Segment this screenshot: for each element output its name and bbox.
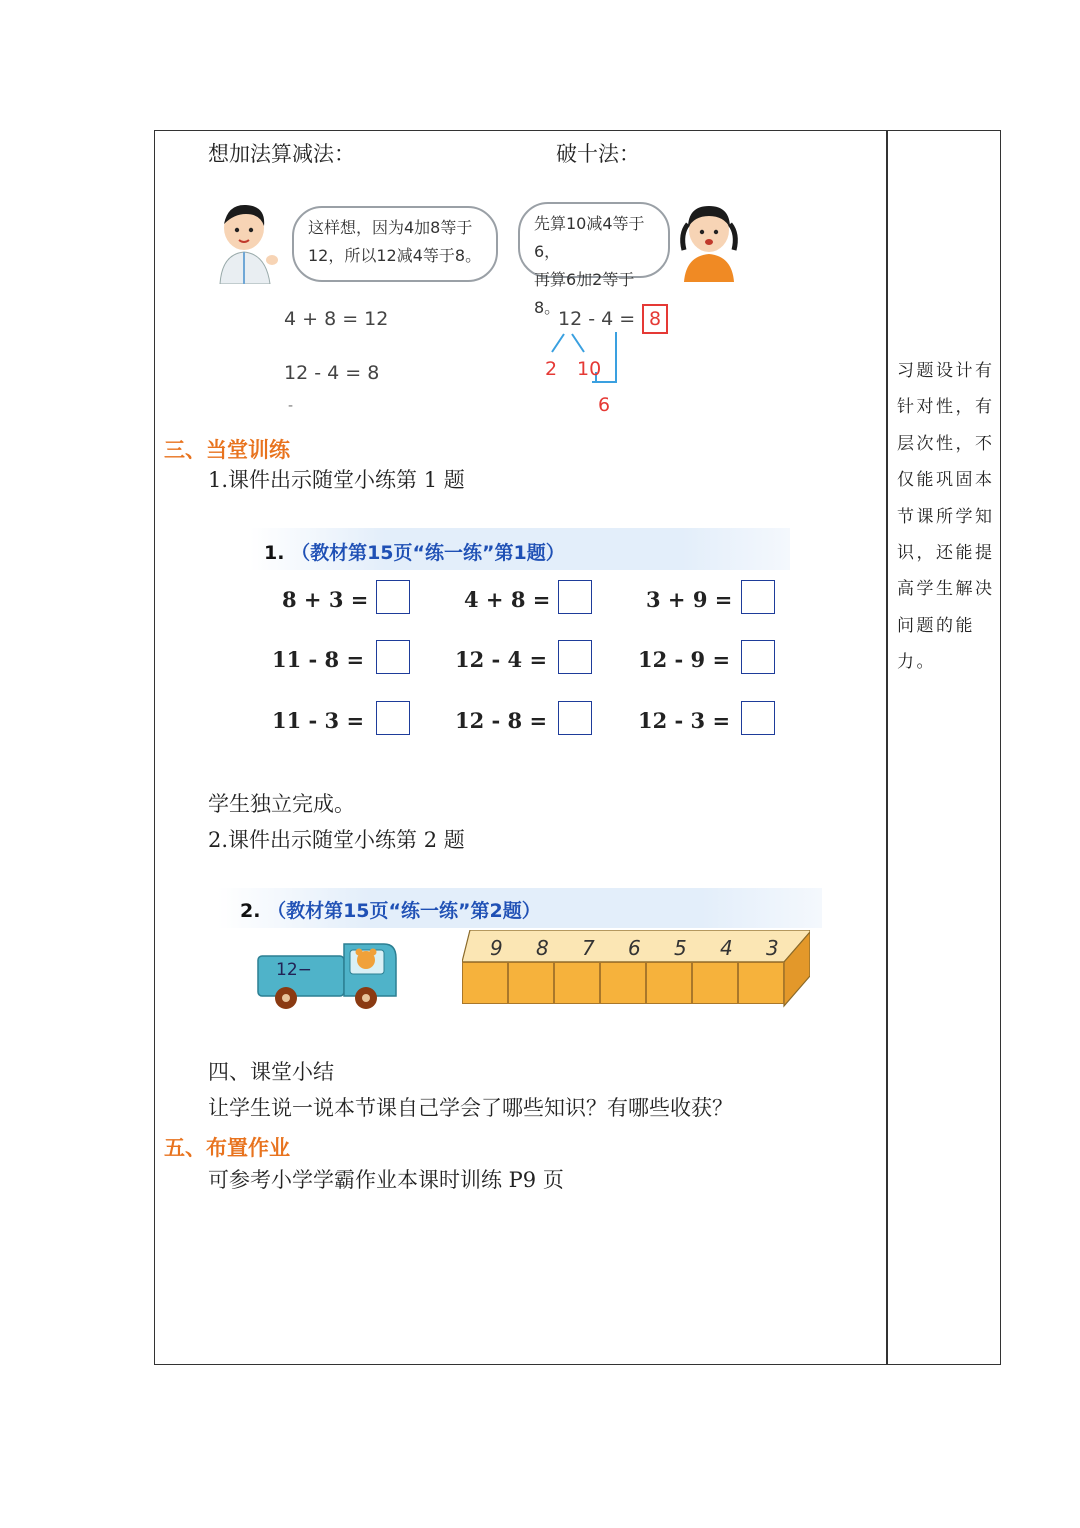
boy-speech-line1: 这样想，因为4加8等于 xyxy=(308,218,473,237)
section4-text: 让学生说一说本节课自己学会了哪些知识？有哪些收获？ xyxy=(208,1096,733,1120)
number-box xyxy=(554,962,600,1004)
exercise2-title-text: （教材第15页“练一练”第2题） xyxy=(267,900,541,922)
section4-heading: 四、课堂小结 xyxy=(208,1060,334,1084)
exercise1-title-text: （教材第15页“练一练”第1题） xyxy=(291,542,565,564)
equation-dash: - xyxy=(288,398,294,414)
number-box xyxy=(738,962,784,1004)
answer-box[interactable] xyxy=(741,640,775,674)
problem-2-1: 11 - 8 = xyxy=(272,647,365,672)
answer-box[interactable] xyxy=(376,701,410,735)
problem-1-2: 4 + 8 = xyxy=(464,587,551,612)
problem-3-1: 11 - 3 = xyxy=(272,708,365,733)
design-rationale-note: 习题设计有针对性，有层次性，不仅能巩固本节课所学知识，还能提高学生解决问题的能力。 xyxy=(897,361,995,673)
student-note: 学生独立完成。 xyxy=(208,792,355,816)
answer-box[interactable] xyxy=(558,640,592,674)
break-ten-answer: 8 xyxy=(642,304,668,334)
section3-heading: 三、当堂训练 xyxy=(164,438,290,462)
equation-add: 4 + 8 = 12 xyxy=(284,308,389,330)
box-number: 6 xyxy=(628,936,641,960)
add-to-subtract-label: 想加法算减法： xyxy=(208,142,355,166)
boy-speech-bubble xyxy=(292,206,498,282)
problem-1-1: 8 + 3 = xyxy=(282,587,369,612)
box-number: 8 xyxy=(536,936,549,960)
number-box xyxy=(508,962,554,1004)
girl-illustration xyxy=(676,198,742,282)
split-result-number: 6 xyxy=(598,394,611,416)
truck-label: 12− xyxy=(276,960,312,980)
exercise2-number: 2. xyxy=(240,900,261,922)
section5-text: 可参考小学学霸作业本课时训练 P9 页 xyxy=(208,1168,564,1192)
boy-speech-line2: 12，所以12减4等于8。 xyxy=(308,246,482,265)
girl-speech-line1: 先算10减4等于6， xyxy=(534,214,645,261)
problem-3-2: 12 - 8 = xyxy=(455,708,548,733)
problem-1-3: 3 + 9 = xyxy=(646,587,733,612)
answer-box[interactable] xyxy=(741,580,775,614)
table-column-divider xyxy=(886,130,888,1365)
exercise1-title xyxy=(264,538,565,565)
box-number: 4 xyxy=(720,936,733,960)
answer-box[interactable] xyxy=(376,580,410,614)
number-box xyxy=(600,962,646,1004)
number-box xyxy=(646,962,692,1004)
answer-box[interactable] xyxy=(741,701,775,735)
problem-2-2: 12 - 4 = xyxy=(455,647,548,672)
answer-box[interactable] xyxy=(558,580,592,614)
split-left-number: 2 xyxy=(545,358,558,380)
box-number: 5 xyxy=(674,936,687,960)
break-ten-equation: 12 - 4 = xyxy=(558,308,636,330)
number-box xyxy=(692,962,738,1004)
exercise1-number: 1. xyxy=(264,542,285,564)
break-ten-label: 破十法： xyxy=(556,142,640,166)
girl-speech-bubble xyxy=(518,202,670,317)
number-box xyxy=(462,962,508,1004)
boy-illustration xyxy=(214,200,280,284)
answer-box[interactable] xyxy=(558,701,592,735)
box-number: 7 xyxy=(582,936,595,960)
section3-item1: 1.课件出示随堂小练第 1 题 xyxy=(208,468,465,492)
box-number: 3 xyxy=(766,936,779,960)
section3-item2: 2.课件出示随堂小练第 2 题 xyxy=(208,828,465,852)
section5-heading: 五、布置作业 xyxy=(164,1136,290,1160)
box-front-row xyxy=(462,962,784,1004)
box-number: 9 xyxy=(490,936,503,960)
split-right-number: 10 xyxy=(577,358,602,380)
exercise2-title xyxy=(240,896,541,923)
girl-speech-line2: 再算6加2等于8。 xyxy=(534,270,635,317)
answer-box[interactable] xyxy=(376,640,410,674)
problem-2-3: 12 - 9 = xyxy=(638,647,731,672)
equation-subtract: 12 - 4 = 8 xyxy=(284,362,380,384)
problem-3-3: 12 - 3 = xyxy=(638,708,731,733)
